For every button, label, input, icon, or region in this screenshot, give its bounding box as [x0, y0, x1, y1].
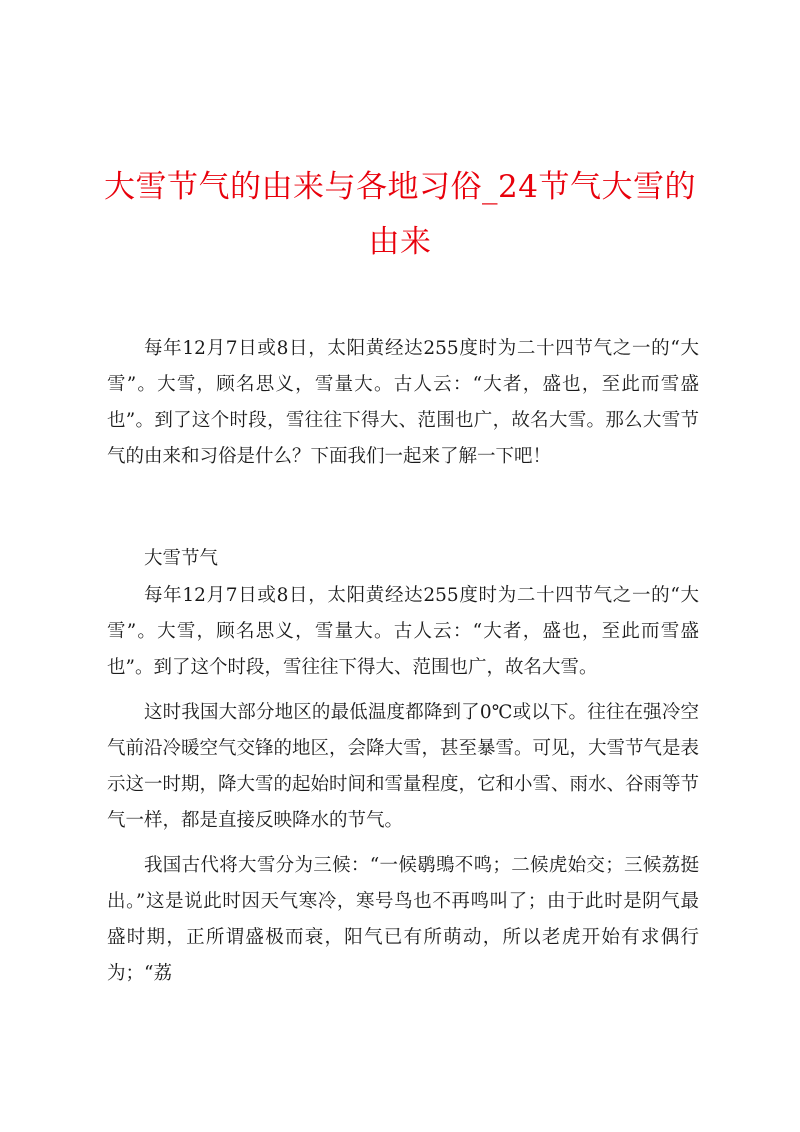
body-paragraph: 这时我国大部分地区的最低温度都降到了0℃或以下。往往在强冷空气前沿冷暖空气交锋的地区，会降大雪，甚至暴雪。可见，大雪节气是表示这一时期，降大雪的起始时间和雪量程度，它和小雪、雨水、谷雨等节气一样，都是直接反映降水的节气。: [107, 702, 700, 831]
body-paragraph: 我国古代将大雪分为三候：“一候鹖鴠不鸣；二候虎始交；三候荔挺出。”这是说此时因天气寒冷，寒号鸟也不再鸣叫了；由于此时是阴气最盛时期，正所谓盛极而衰，阳气已有所萌动，所以老虎开始有求偶行为；“荔: [107, 855, 699, 984]
main-section: [107, 541, 699, 1001]
document-title: 大雪节气的由来与各地习俗_24节气大雪的由来: [104, 169, 696, 260]
intro-paragraph: 每年12月7日或8日，太阳黄经达255度时为二十四节气之一的“大雪”。大雪，顾名思义，雪量大。古人云：“大者，盛也，至此而雪盛也”。到了这个时段，雪往往下得大、范围也广，故名大雪。那么大雪节气的由来和习俗是什么？下面我们一起来了解一下吧！: [107, 338, 699, 467]
section-heading: 大雪节气: [144, 548, 219, 569]
intro-section: [107, 331, 699, 475]
body-paragraph: 每年12月7日或8日，太阳黄经达255度时为二十四节气之一的“大雪”。大雪，顾名思义，雪量大。古人云：“大者，盛也，至此而雪盛也”。到了这个时段，雪往往下得大、范围也广，故名大雪。: [107, 585, 699, 678]
